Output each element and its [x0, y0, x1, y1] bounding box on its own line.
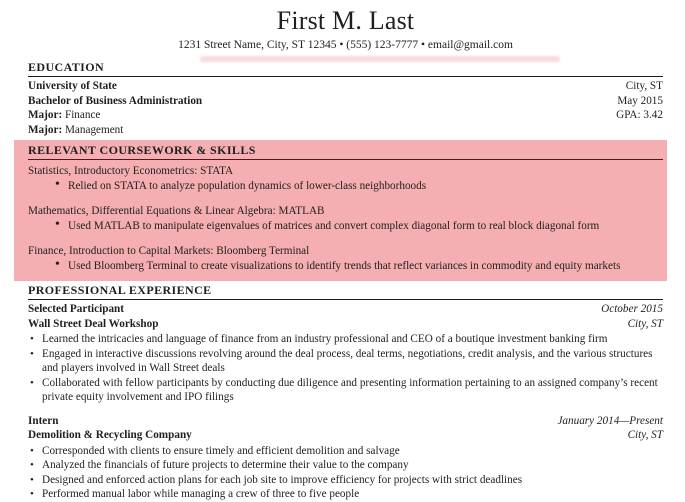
course-title: Statistics, Introductory Econometrics: STATA [28, 165, 234, 177]
job-bullet: • Collaborated with fellow participants by conducting due diligence and presenting information pertaining to an assigned company’s recent private equity involvement and IPO filings [28, 376, 663, 405]
job-bullets [28, 332, 663, 405]
person-name: First M. Last [276, 6, 415, 35]
job-title-row [28, 414, 663, 429]
job-company: Wall Street Deal Workshop [28, 317, 159, 330]
course-group [28, 204, 663, 233]
course-bullet: • Relied on STATA to analyze population dynamics of lower-class neighborhoods [28, 179, 663, 194]
job-entry [28, 302, 663, 405]
course-group [28, 244, 663, 273]
resume-header [28, 6, 663, 53]
education-section-heading: EDUCATION [28, 60, 663, 77]
job-bullet: • Analyzed the financials of future projects to determine their value to the company [28, 458, 663, 473]
course-group [28, 164, 663, 193]
education-row [28, 123, 663, 138]
education-row [28, 108, 663, 123]
job-bullet: • Corresponded with clients to ensure timely and efficient demolition and salvage [28, 444, 663, 459]
highlight-artifact [200, 56, 560, 62]
degree-name: Bachelor of Business Administration [28, 94, 203, 107]
job-title: Selected Participant [28, 303, 125, 315]
job-title: Intern [28, 414, 59, 427]
job-bullet: • Learned the intricacies and language of finance from an industry professional and CEO of a boutique investment banking firm [28, 332, 663, 347]
major-label: Major: [28, 123, 63, 136]
major-label: Major: [28, 109, 63, 121]
job-bullet: • Engaged in interactive discussions revolving around the deal process, deal terms, negotiations, credit analysis, and the various structures and players involved in Wall Street deals [28, 347, 663, 376]
education-section [28, 79, 663, 137]
contact-line: 1231 Street Name, City, ST 12345 • (555) 123-7777 • email@gmail.com [178, 39, 513, 51]
coursework-section-heading: RELEVANT COURSEWORK & SKILLS [28, 143, 663, 160]
job-date: October 2015 [601, 303, 663, 315]
job-entry [28, 414, 663, 502]
job-date: January 2014—Present [557, 414, 663, 427]
education-row [28, 79, 663, 94]
job-location: City, ST [627, 429, 663, 441]
gpa-value: GPA: 3.42 [616, 109, 663, 121]
graduation-date: May 2015 [617, 94, 663, 107]
major-line [28, 123, 123, 138]
job-company: Demolition & Recycling Company [28, 429, 192, 441]
course-title: Finance, Introduction to Capital Markets: Bloomberg Terminal [28, 245, 310, 257]
experience-section-heading: PROFESSIONAL EXPERIENCE [28, 283, 663, 300]
major-value: Finance [64, 109, 101, 121]
job-bullet: • Designed and enforced action plans for each job site to improve efficiency for projects with strict deadlines [28, 473, 663, 488]
school-location: City, ST [625, 80, 663, 92]
course-bullet: • Used MATLAB to manipulate eigenvalues of matrices and convert complex diagonal form to real block diagonal form [28, 219, 663, 234]
job-bullet: • Performed manual labor while managing a crew of three to five people [28, 487, 663, 502]
job-bullets [28, 444, 663, 502]
course-title: Mathematics, Differential Equations & Linear Algebra: MATLAB [28, 205, 325, 217]
major-line [28, 108, 100, 123]
job-company-row [28, 317, 663, 332]
job-title-row [28, 302, 663, 317]
school-name: University of State [28, 80, 117, 92]
coursework-highlight-block [14, 140, 667, 281]
education-row [28, 94, 663, 109]
course-bullet: • Used Bloomberg Terminal to create visualizations to identify trends that reflect variances in commodity and equity markets [28, 259, 663, 274]
job-location: City, ST [627, 317, 663, 330]
major-value: Management [64, 123, 124, 136]
job-company-row [28, 428, 663, 443]
